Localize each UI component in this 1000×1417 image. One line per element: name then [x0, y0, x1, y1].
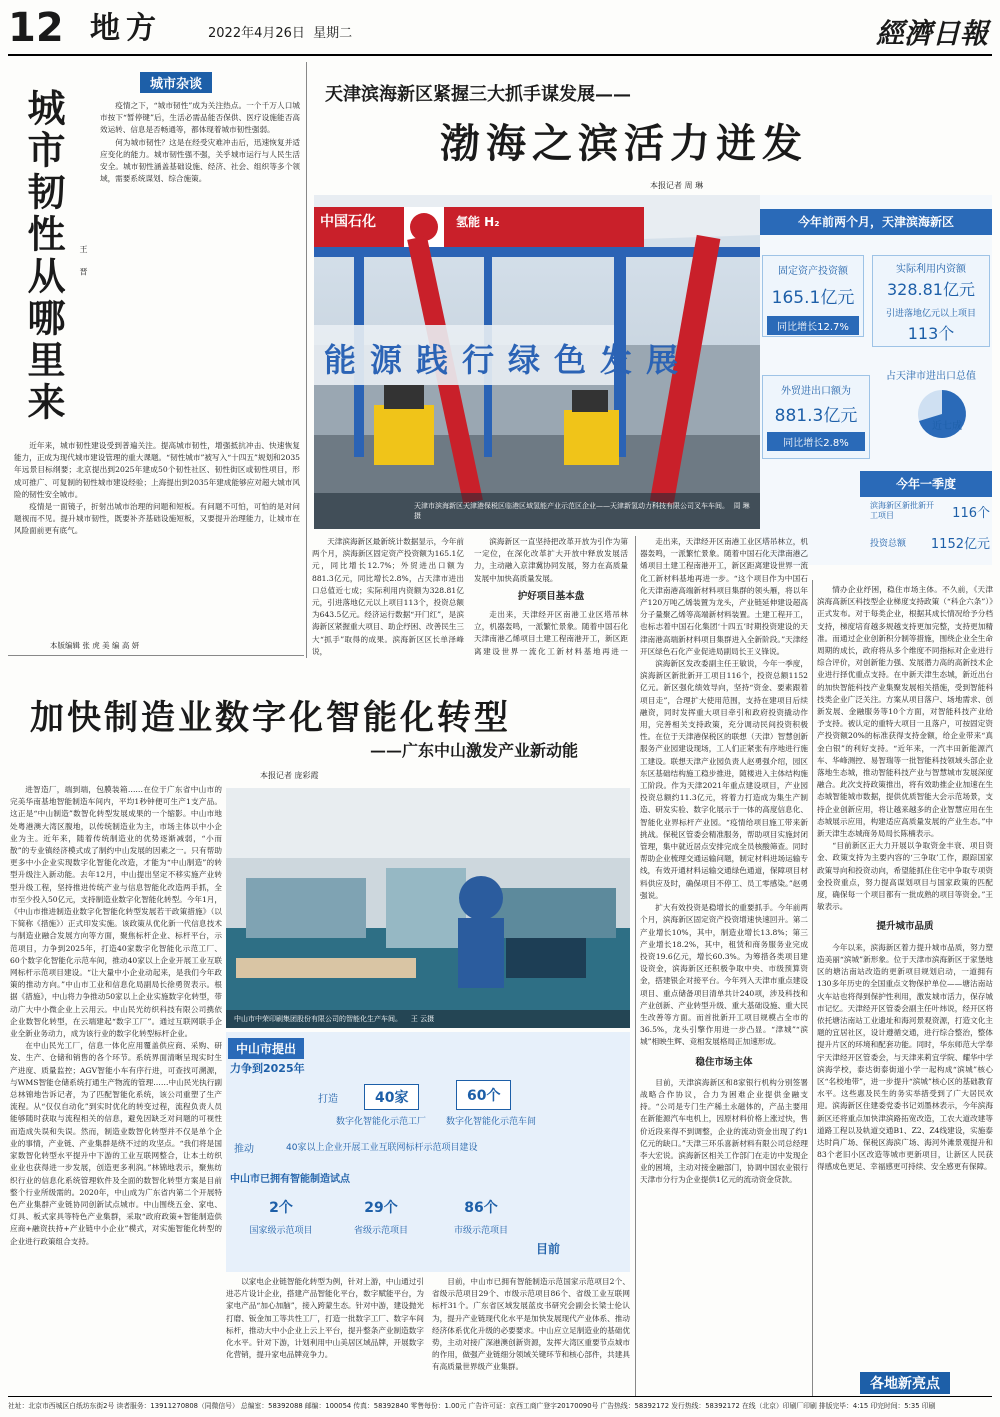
subheading: 护好项目基本盘 — [517, 590, 585, 602]
caption-text: 中山市中荣印刷集团股份有限公司的智能化生产车间。 — [234, 1015, 402, 1023]
divider — [812, 580, 813, 1396]
body-para: 走出来，天津经开区南港工业区塔吊林立，机器轰鸣，一派繁忙景象。随着中国石化天津南港乙烯项目土建工程南港开工，新区距离建设世界一流化工新材料基地再进一步。“这个项目作为中国石化天津南港高端新材料项目集群的领头雁，将以年产120万吨乙烯装置为龙头，产业链延伸建设超高分子量聚乙烯等高端新材料装置。土建工程开工，也标志着中国石化集团‘十四五’时期投资建设的天津南港高端新材料项目集群进入全新阶段。”天津经开区绿色石化产业促进局副局长王义锋说。 — [640, 537, 808, 656]
build-label: 打造 — [318, 1094, 338, 1105]
stat-trade — [762, 375, 870, 459]
have-count: 86个 — [464, 1200, 498, 1216]
stat-label: 实际利用内资额 — [896, 264, 966, 275]
divider — [635, 536, 636, 1396]
stat-value: 165.1亿元 — [771, 288, 855, 308]
footer-rule — [8, 1396, 992, 1397]
stat-value: 1152亿元 — [930, 537, 990, 552]
stat-share — [872, 367, 990, 447]
tianjin-title: 渤海之滨活力迸发 — [440, 120, 808, 167]
stat-label: 滨海新区新批新开工项目 — [870, 501, 934, 520]
zhongshan-photo — [226, 788, 630, 1028]
body-para: 以家电企业链智能化转型为例，针对上游，中山通过引进芯片设计企业，搭建产品智能化平台，数字赋能平台，为家电产品“加心加脑”，接入跨蒙生态。针对中游，建设抛光打磨、钣金加工等共性工厂，打造一批数字工厂、数字车间标杆，推动大中小企业上云上平台，提升整条产业制造数字化水平。针对下游，计划利用中山美居区域品牌，开展数字化营销，提升家电品牌竞争力。 — [226, 1277, 424, 1360]
info-header2: 力争到2025年 — [230, 1062, 305, 1075]
divider — [8, 655, 304, 656]
column-para: 疫情是一面镜子，折射出城市治理的问题和短板。有问题不可怕，可怕的是对问题视而不见。提升城市韧性，既要补齐基础设施短板，又要提升治理能力，让城市在风险面前更有底气。 — [14, 502, 300, 536]
body-para: 天津滨海新区最新统计数据显示，今年前两个月，滨海新区固定资产投资额为165.1亿元，同比增长12.7%；外贸进出口额为881.3亿元，同比增长2.8%，占天津市进出口总值近七成；实际利用内资额为328.81亿元，引进落地亿元以上项目113个，投资总额为643.5亿元。经济运行数据“开门红”，是滨海新区紧握重大项目、助企纾困、改善民生三大“抓手”取得的成果。滨海新区区长单泽峰说， — [312, 537, 464, 656]
body-para: 扩大有效投资是稳增长的重要抓手。今年前两个月，滨海新区固定资产投资增速快速回升。第二产业增长10%，其中，制造业增长13.8%；第三产业增长18.2%，其中，租赁和商务服务业完成投资19.6亿元，增长60.3%。为筹措各类项目建设资金，滨海新区还积极争取中央、市级预算资金，搭建银企对接平台。今年列入天津市重点建设项目、重点储备项目清单共计240项，涉及科技和产业创新、产业转型升级、重大基础设施、重大民生改善等方面。而首批新开工项目规模占全市的36.5%，龙头引擎作用进一步凸显。“津城”“滨城”相映生辉、竞相发展格局正加速形成。 — [640, 903, 808, 1047]
info-header1: 中山市提出 — [228, 1038, 304, 1059]
info-header: 今年前两个月，天津滨海新区 — [760, 209, 992, 235]
body-para: “目前新区正大力开展以争取资金丰衰、项目资金、政策支持为主要内容的‘三争取’工作，跟踪国家政策导向和投资动向，希望能抓住住宅中争取专项资金投资重点，努力提高谋划项目与国家政策的匹配度，确保每一个项目都有一批成熟的项目等资金。”王敏表示。 — [817, 841, 993, 912]
build-label2: 数字化智能化示范车间 — [446, 1117, 537, 1127]
tianjin-col1 — [312, 536, 464, 658]
factory-image — [226, 788, 630, 1028]
have-label: 国家级示范项目 — [249, 1226, 313, 1236]
tianjin-kicker: 天津滨海新区紧握三大抓手谋发展—— — [325, 84, 631, 105]
promote-text: 40家以上企业开展工业互联网标杆示范项目建设 — [286, 1143, 478, 1153]
tianjin-col3 — [640, 536, 808, 1398]
zhongshan-col2 — [226, 1276, 424, 1396]
zhongshan-col3 — [432, 1276, 630, 1396]
zhongshan-subtitle: ——广东中山激发产业新动能 — [370, 741, 579, 760]
stat-value: 113个 — [907, 324, 955, 343]
column-body-lower — [14, 440, 300, 628]
column-author: 王 晋 — [79, 245, 88, 282]
body-para: 目前，中山市已拥有智能制造示范国家示范项目2个、省级示范项目29个、市级示范项目86个、省级工业互联网标杆31个。广东省区域发展蓝皮书研究会副会长梁士伦认为，提升产业链现代化水平是加快发展现代产业体系、推动经济体系优化升级的必要要求。中山应立足制造业的基础优势，主动对接广深港澳创新资源，发挥大湾区重要节点城市的作用，做强产业链细分领域关键环节和核心部件，共建具有高质量世界级产业集群。 — [432, 1277, 630, 1372]
stat-value: 881.3亿元 — [774, 406, 858, 426]
have-item-3 — [436, 1197, 526, 1236]
stat-label: 占天津市进出口总值 — [886, 371, 976, 382]
stat-value: 近七成 — [932, 421, 962, 432]
body-para: 目前，天津滨海新区和8家银行机构分别签署战略合作协议，合力为困难企业提供金融支持。“公司是专门生产稀土永磁体的，产品主要用在新能源汽车电机上，因原材料价格上涨过快，售价近段来得不到调整，企业的流动资金出现了约1亿元的缺口。”天津三环乐喜新材料有限公司总经理李大宏说。滨海新区相关工作部门在走访中发现企业的困境，主动对接金融部门，协调中国农业银行天津市分行为企业提供1亿元的流动资金贷款。 — [640, 1077, 808, 1185]
have-label: 市级示范项目 — [453, 1226, 508, 1236]
tianjin-photo — [314, 195, 760, 529]
footer-info: 社址：北京市西城区白纸坊东街2号 读者服务：13911270808（同微信号） 总编室：58392088 邮编：100054 传真：58392840 零售每份：1.00元 广告许可证：京西工商广登字20170090号 广告热线：58392172 发行热线：58392172 在线（北京）印刷厂印刷 排版完毕：4:15 印完时间：5:35 印刷 — [8, 1402, 936, 1410]
column-tag: 城市杂谈 — [140, 72, 212, 93]
body-para: 情办企业纾困，稳住市场主体。不久前，《天津滨海高新区科技型企业梯度支持政策（“科企六条”）》正式发布。对于每类企业，根据其成长情况给予分档支持，梯度培育越多规越支持更加完整，支持更加精准。而通过企业创新积分制等措施，围绕企业全生命周期的成长，政府将从多个维度不同指标对企业进行综合评价，对创新能力强、发展潜力高的高新技术企业进行择优重点支持。在中新天津生态城，新近出台的加快智能科技产业集聚发展相关措施，受到智能科技类企业广泛关注。方案从项目落户、场地需求、创新发展、金融服务等10个方面，对智能科技产业给予支持。被认定的重特大项目一且落户，可按固定资产投资额20%的标准获得支持金额，给企业带来“真金白银”的利好支持。“近年来，一汽丰田新能源汽车、华峰测控、易智瑞等一批智能科技领域头部企业落地生态城，推动智能科技产业与智慧城市发展深度融合。此次支持政策推出，将有效助推企业加速在生态城智能城市数据，提供优质智能大会示范场景，支持企业创新应用，将让越来越多的企业智慧应用在生态城展示应用，构建适应高质量发展的产业生态。”中新天津生态城商务局局长陈楠表示。 — [817, 585, 993, 839]
have-count: 2个 — [269, 1200, 293, 1216]
photo-sign-text: 能源践行绿色发展 — [324, 341, 693, 379]
build-count2: 60个 — [456, 1080, 511, 1110]
subheading: 提升城市品质 — [876, 921, 934, 933]
body-para: 滨海新区发改委副主任王敏说，今年一季度，滨海新区新批新开工项目116个，投资总额1152亿元。新区强化绩效导向，坚持“资金、要素跟着项目走”，合理扩大使用范围，支持在建项目后续融资，同时发挥重大项目牵引和政府投资撬动作用，完善相关支持政策，充分调动民间投资积极性。在位于天津港保税区的联想（天津）智慧创新服务产业园建设现场，工人们正紧张有序地进行施工建设。联想天津产业园负责人赵勇强介绍，园区东区基础结构施工稳步推进，随楼进入主体结构施工阶段。作为天津2021年重点建设项目，产业园投资总额约11.3亿元，将着力打造成为集生产制造、研发实验、数字化展示于一体的高度信息化、智能化业界标杆产业园。“疫情给项目施工带来新挑战。保税区管委会精准服务，帮助项目实施封闭管理，集中就近居点安排完成全员核酸筛查。同时帮助企业梳理交通运输问题，制定材料进场运输专线，有效开通材料运输交通绿色通道，保障项目材料供应及时，确保项目不停工、员工零感染。”赵勇强说。 — [640, 659, 808, 900]
photo-caption — [234, 1014, 624, 1024]
now-label: 目前 — [536, 1242, 561, 1256]
stat-value: 328.81亿元 — [887, 280, 975, 299]
tianjin-col4 — [817, 584, 993, 1366]
subheading: 稳住市场主体 — [695, 1056, 753, 1068]
photo-h2-label: 氢能 H₂ — [456, 215, 500, 229]
have-header: 中山市已拥有智能制造试点 — [230, 1174, 350, 1185]
stat-new-projects — [870, 501, 990, 552]
stat-label: 投资总额 — [870, 539, 907, 549]
body-para: 进智造厂，端到端，包膜装箱……在位于广东省中山市的完美华南基地智能制造车间内，平均1秒钟便可生产1支产品。这正是“中山制造”数智化转型发展成果的一个缩影。中山市地处粤港澳大湾区腹地，以传统制造业为主，市场主体以中小企业为主。近年来，随着传统制造业的优势逐渐减弱，“小而散”的专业镇经济模式成了制约中山发展的因素之一。只有帮助更多中小企业实现数字化智能化改造，才能为“中山制造”的转型升级注入新动能。去年12月，中山提出坚定不移实施产业转型升级工程，坚持推进传统产业与信息智能化改造两手抓，全市至少投入50亿元，支持制造业数字化智能化转型。今年1月，《中山市推进制造业数字化智能化转型发展若干政策措施》（以下简称《措施》）正式印发实施。该政策从优化新一代信息技术与制造业融合发展方向等方面，聚焦标杆企业、标杆平台，示范项目，力争到2025年，打造40家数字化智能化示范工厂、60个数字化智能化示范车间，推动40家以上企业开展工业互联网标杆示范项目建设。“让大量中小企业动起来，是我们今年政策的推动方向。”中山市工业和信息化局副局长徐勇贺表示。根据《措施》，中山将力争推动50家以上企业实施数字化转型，带动广大中小微企业上云用云。中山民光纺织科技有限公司携依企业数智化转型，在云端建起“数字工厂”。通过互联网联手企业全新业务动力，成为该行业的数字化转型标杆企业。 — [10, 785, 222, 1039]
stat-label: 外贸进出口额为 — [781, 386, 851, 397]
column-para: 疫情之下，“城市韧性”成为关注热点。一个千万人口城市按下“暂停键”后，生活必需品能否保供、医疗设施能否高效运转、信息是否畅通等，都体现着城市韧性强弱。 — [100, 101, 300, 135]
column-body-upper — [100, 100, 300, 435]
divider — [306, 62, 307, 658]
stat-growth: 同比增长2.8% — [767, 432, 865, 451]
q1-header: 今年一季度 — [860, 471, 992, 497]
issue-date — [208, 22, 352, 41]
zhongshan-col1 — [10, 784, 222, 1394]
editors-line: 本版编辑 张 虎 美 编 高 妍 — [50, 641, 140, 650]
newspaper-logo: 經濟日報 — [875, 17, 988, 50]
stat-value: 116个 — [952, 505, 990, 521]
zhongshan-byline: 本报记者 庞彩霞 — [260, 771, 319, 780]
stat-growth: 同比增长12.7% — [767, 316, 859, 335]
weekday-text: 星期二 — [313, 26, 353, 41]
bottom-tag: 各地新亮点 — [860, 1372, 950, 1394]
header-rule — [8, 54, 992, 56]
photo-credit: 周 琳摄 — [414, 502, 750, 520]
have-label: 省级示范项目 — [353, 1226, 408, 1236]
section-title: 地方 — [90, 11, 162, 46]
column-title: 城市韧性从哪里来 — [21, 88, 66, 424]
page-number: 12 — [8, 5, 64, 51]
build-count1: 40家 — [364, 1084, 419, 1110]
have-item-2 — [336, 1197, 426, 1236]
stat-label: 引进落地亿元以上项目 — [885, 309, 976, 319]
photo-credit: 王 云摄 — [410, 1015, 435, 1023]
stat-fai — [762, 255, 864, 337]
date-text: 2022年4月26日 — [208, 26, 305, 41]
column-para: 近年来，城市韧性建设受到普遍关注。提高城市韧性，增强抵抗冲击、快速恢复能力，正成为现代城市建设管理的重大课题。“韧性城市”被写入“十四五”规划和2035年远景目标纲要；北京提出到2025年建成50个韧性社区、韧性街区或韧性项目，形成可推广、可复制的韧性城市建设经验；上海提出到2035年建成能够应对超大城市风险的韧性安全城市。 — [14, 441, 300, 499]
body-para: 走出来，天津经开区南港工业区塔吊林立，机器轰鸣，一派繁忙景象。随着中国石化天津南港乙烯项目土建工程南港开工，新区距离建设世界一流化工新材料基地再进一 — [474, 610, 628, 656]
body-para: 今年以来，滨海新区着力提升城市品质，努力塑造美丽“滨城”新形象。位于天津市滨海新区于家堡地区的塘沽南站改造的更新项目规划启动，一道拥有130多年历史的全国重点文物保护单位——塘沽南站火车站也将得到保护性利用，激发城市活力，保存城市记忆。天津经开区管委会副主任叶炜说，经开区将依托塘沽南站工业遗址和海河景观资源，打造文化主题的宜居社区，设计遵循交通，进行综合整治，整体提升片区的环境和配套功能。同时，华东师范大学奉宇天津经开区管委会，与天津来莉宜学院、耀华中学滨海学校，泰达街泰街道小学一起构成“滨城”核心区“名校地带”，进一步提升“滨城”核心区的基础教育水平。这些惠及民生的务实举措受到了广大居民欢迎。滨海新区住建委党委书记刘墨林表示，今年滨海新区还将重点加快津滨路拓宽改造，工农大道改建等道路工程以及轨道交通B1、Z2、Z4线建设，实施泰达时尚广场、保税区海滨广场、海河外滩景观提升和83个老旧小区改造等城市更新项目，让新区人民获得感成色更足、幸福感更可持续、安全感更有保障。 — [817, 942, 993, 1172]
caption-text: 天津市滨海新区天津港保税区临港区域氢能产业示范区企业——天津新氢动力科技有限公司叉车车间。 — [414, 502, 729, 510]
zhongshan-infographic — [226, 1032, 630, 1272]
stat-domestic-capital — [872, 255, 990, 347]
build-label1: 数字化智能化示范工厂 — [336, 1117, 427, 1127]
photo-sinopec-label: 中国石化 — [320, 214, 376, 230]
share-pie-icon — [872, 382, 990, 442]
tianjin-infographic — [760, 195, 992, 565]
page-header — [0, 0, 1000, 62]
photo-caption — [414, 501, 754, 521]
tianjin-col2 — [474, 536, 628, 658]
body-para: 滨海新区一直坚持把改革开放为引作为第一定位，在深化改革扩大开放中释放发展活力，主动融入京津冀协同发展，努力在高质量发展中加快高质量发展。 — [474, 537, 628, 583]
column-para: 何为城市韧性？这是在经受灾难冲击后，迅速恢复并适应变化的能力。城市韧性强不强，关乎城市运行与人民生活安全。城市韧性涵盖基础设施、经济、社会、组织等多个领域，需要系统谋划、综合施策。 — [100, 137, 300, 184]
zhongshan-title: 加快制造业数字化智能化转型 — [30, 698, 511, 738]
tianjin-byline: 本报记者 周 琳 — [650, 181, 704, 190]
stat-label: 固定资产投资额 — [778, 266, 848, 277]
body-para: 在中山民光工厂，信息一体化应用覆盖供应商、采购、研发、生产、仓储和销售的各个环节。系统界面清晰呈现实时生产进度、质量监控；AGV智能小车有序行进，可查找可溯源，与WMS智能仓储系统打通生产物流的管理……中山民光执行副总林锦地告诉记者，为了匹配智能化系统，该公司重塑了生产流程。从“仅仅自动化”到实时优化的转变过程，流程负责人员能够随时获取与流程相关的信息，避免因缺乏对问题的可视性而造成失误和失误。然而，制造业数智化转型并不仅是单个企业的事情，产业链、产业集群是绕不过的攻坚点。“我们将是国家数智化转型水平提升中下游的工业互联网整合，让本土纺织业业也获得进一步发展，创造更多利润。”林锦地表示，聚焦纺织行业的信息化系统管理软件及全面的数智化转型方案是目前整个行业所级需的。2020年，中山成为广东省内第二个开展特色产业集群产业链协同创新试点城市。中山围绕五金、家电、灯具、板式家具等特色产业集群，采取“政府政策+智能制造供应商+融资扶持+产业链中小企业”模式，对实施智能化转型的企业进行政策组合支持。 — [10, 1041, 222, 1246]
have-count: 29个 — [364, 1200, 398, 1216]
promote-label: 推动 — [234, 1144, 254, 1155]
have-item-1 — [236, 1197, 326, 1236]
